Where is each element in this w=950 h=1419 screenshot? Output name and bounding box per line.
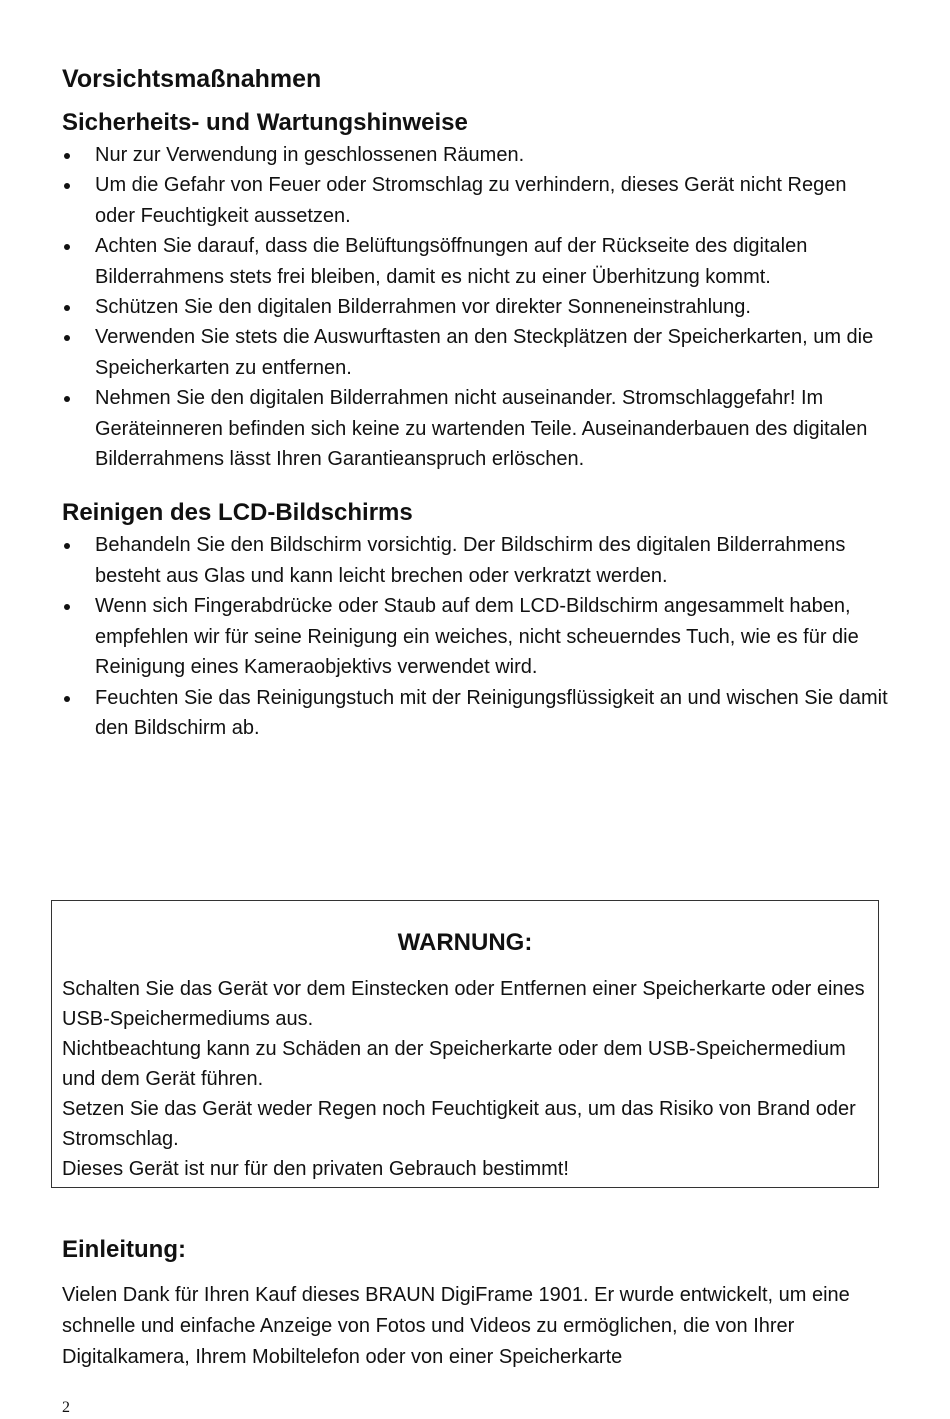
- list-item: Nur zur Verwendung in geschlossenen Räumen.: [62, 140, 892, 170]
- list-item: Verwenden Sie stets die Auswurftasten an den Steckplätzen der Speicherkarten, um die Speicherkarten zu entfernen.: [62, 322, 892, 383]
- safety-heading: Sicherheits- und Wartungshinweise: [62, 109, 468, 136]
- cleaning-list: [62, 530, 892, 743]
- introduction-text: Vielen Dank für Ihren Kauf dieses BRAUN DigiFrame 1901. Er wurde entwickelt, um eine schnelle und einfache Anzeige von Fotos und Videos zu ermöglichen, die von Ihrer Digitalkamera, Ihrem Mobiltelefon oder von einer Speicherkarte: [62, 1284, 850, 1368]
- page-number: 2: [62, 1399, 70, 1416]
- safety-list: [62, 140, 892, 474]
- list-item: Behandeln Sie den Bildschirm vorsichtig. Der Bildschirm des digitalen Bilderrahmens besteht aus Glas und kann leicht brechen oder verkratzt werden.: [62, 530, 892, 591]
- list-item: Wenn sich Fingerabdrücke oder Staub auf dem LCD-Bildschirm angesammelt haben, empfehlen wir für seine Reinigung ein weiches, nicht scheuerndes Tuch, wie es für die Reinigung eines Kameraobjektivs verwendet wird.: [62, 591, 892, 682]
- warning-line: Setzen Sie das Gerät weder Regen noch Feuchtigkeit aus, um das Risiko von Brand oder Stromschlag.: [62, 1098, 856, 1150]
- cleaning-heading: Reinigen des LCD-Bildschirms: [62, 499, 413, 527]
- warning-body: [62, 974, 878, 1184]
- page-title: Vorsichtsmaßnahmen: [62, 65, 322, 93]
- introduction-section: [62, 1233, 892, 1373]
- warning-box: [51, 900, 879, 1188]
- list-item: Feuchten Sie das Reinigungstuch mit der Reinigungsflüssigkeit an und wischen Sie damit den Bildschirm ab.: [62, 683, 892, 744]
- precautions-section: [62, 62, 892, 743]
- list-item: Schützen Sie den digitalen Bilderrahmen vor direkter Sonneneinstrahlung.: [62, 292, 892, 322]
- warning-line: Schalten Sie das Gerät vor dem Einstecken oder Entfernen einer Speicherkarte oder eines USB-Speichermediums aus.: [62, 978, 865, 1030]
- list-item: Nehmen Sie den digitalen Bilderrahmen nicht auseinander. Stromschlaggefahr! Im Geräteinneren befinden sich keine zu wartenden Teile. Auseinanderbauen des digitalen Bilderrahmens lässt Ihren Garantieanspruch erlöschen.: [62, 383, 892, 474]
- warning-title: WARNUNG:: [397, 929, 533, 956]
- warning-line: Dieses Gerät ist nur für den privaten Gebrauch bestimmt!: [62, 1158, 569, 1180]
- introduction-heading: Einleitung:: [62, 1236, 186, 1263]
- list-item: Achten Sie darauf, dass die Belüftungsöffnungen auf der Rückseite des digitalen Bilderrahmens stets frei bleiben, damit es nicht zu einer Überhitzung kommt.: [62, 231, 892, 292]
- list-item: Um die Gefahr von Feuer oder Stromschlag zu verhindern, dieses Gerät nicht Regen oder Feuchtigkeit aussetzen.: [62, 170, 892, 231]
- warning-line: Nichtbeachtung kann zu Schäden an der Speicherkarte oder dem USB-Speichermedium und dem Gerät führen.: [62, 1038, 846, 1090]
